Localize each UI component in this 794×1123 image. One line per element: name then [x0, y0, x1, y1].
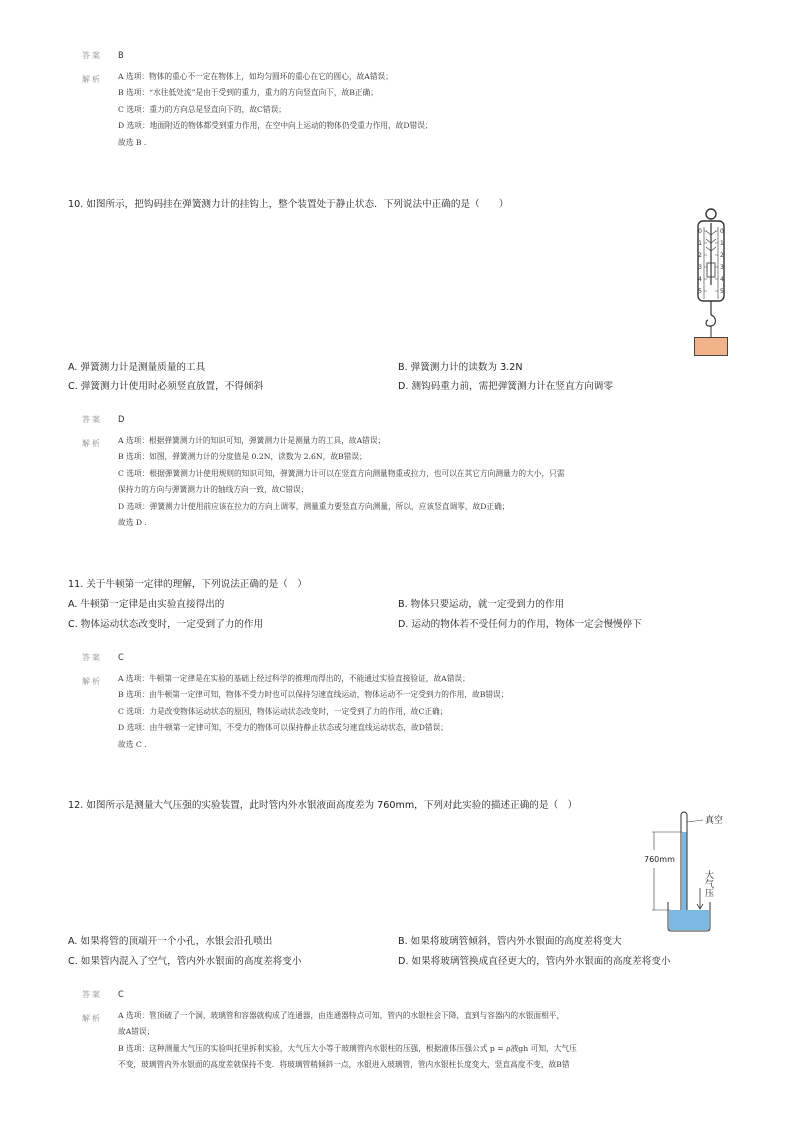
scale-left-tick: 4: [698, 276, 702, 283]
analysis-line: D 选项：弹簧测力计使用前应该在拉力的方向上调零，测量重力要竖直方向测量，所以，应该竖直调零，故D正确；: [118, 501, 510, 511]
analysis-line: A 选项：根据弹簧测力计的知识可知，弹簧测力计是测量力的工具，故A错误；: [118, 436, 386, 445]
analysis-line: 保持力的方向与弹簧测力计的轴线方向一致，故C错误；: [118, 485, 309, 495]
scale-right-tick: 1: [720, 240, 724, 247]
scale-right-tick: 4: [720, 276, 724, 283]
analysis-label: 解析: [82, 439, 102, 448]
q9-answer: B: [118, 50, 124, 60]
q11-answer: C: [118, 652, 124, 662]
scale-right-tick: 2: [720, 252, 724, 259]
analysis-line: B 选项：“水往低处流”是由于受到的重力，重力的方向竖直向下，故B正确；: [118, 88, 378, 98]
q11-analysis: [118, 671, 508, 753]
q12-option-b[interactable]: B. 如果将玻璃管倾斜，管内外水银面的高度差将变大: [398, 936, 622, 947]
analysis-line: A 选项：牛顿第一定律是在实验的基础上经过科学的推理而得出的，不能通过实验直接验证，故A错误；: [118, 674, 470, 683]
q12-option-a[interactable]: A. 如果将管的顶端开一个小孔，水银会沿孔喷出: [68, 936, 273, 947]
q11-title: 11. 关于牛顿第一定律的理解，下列说法正确的是（ ）: [68, 579, 307, 590]
analysis-line: B 选项：如图，弹簧测力计的分度值是 0.2N，读数为 2.6N，故B错误；: [118, 452, 367, 462]
q10-title: 10. 如图所示，把钩码挂在弹簧测力计的挂钩上，整个装置处于静止状态．下列说法中正确的是（ ）: [68, 199, 509, 210]
answer-label: 答案: [82, 990, 102, 999]
q12-analysis: [118, 1008, 577, 1074]
scale-right-tick: 3: [720, 264, 724, 271]
analysis-line: A 选项：管顶破了一个洞，玻璃管和容器就构成了连通器，由连通器特点可知，管内的水银柱会下降，直到与容器内的水银面相平，: [118, 1011, 565, 1020]
analysis-line: D 选项：由牛顿第一定律可知，不受力的物体可以保持静止状态或匀速直线运动状态，故D错误；: [118, 723, 448, 733]
analysis-line: 不变，玻璃管内外水银面的高度差就保持不变．将玻璃管稍倾斜一点，水银进入玻璃管，管内水银柱长度变大，竖直高度不变，故B错: [118, 1060, 570, 1070]
analysis-label: 解析: [82, 1014, 102, 1023]
q10-option-b[interactable]: B. 弹簧测力计的读数为 3.2N: [398, 362, 523, 373]
q10-option-a[interactable]: A. 弹簧测力计是测量质量的工具: [68, 362, 206, 373]
analysis-line: 故选 C .: [118, 739, 147, 749]
scale-left-tick: 5: [698, 288, 702, 295]
torricelli-figure: [640, 808, 732, 932]
scale-left-tick: 2: [698, 252, 702, 259]
scale-right-tick: 5: [720, 288, 724, 295]
q12-option-d[interactable]: D. 如果将玻璃管换成直径更大的，管内外水银面的高度差将变小: [398, 956, 671, 967]
analysis-label: 解析: [82, 677, 102, 686]
analysis-line: C 选项：根据弹簧测力计使用规则的知识可知，弹簧测力计可以在竖直方向测量物重或拉力，也可以在其它方向测量力的大小，只需: [118, 468, 565, 478]
analysis-line: C 选项：重力的方向总是竖直向下的，故C错误；: [118, 104, 286, 114]
scale-left-tick: 0: [698, 228, 702, 235]
analysis-line: 故选 B .: [118, 137, 147, 147]
q10-analysis: [118, 433, 565, 531]
answer-label: 答案: [82, 653, 102, 662]
q10-answer: D: [118, 414, 125, 424]
q10-option-d[interactable]: D. 测钩码重力前，需把弹簧测力计在竖直方向调零: [398, 381, 613, 392]
scale-right-tick: 0: [720, 228, 724, 235]
q11-option-a[interactable]: A. 牛顿第一定律是由实验直接得出的: [68, 599, 225, 610]
answer-label: 答案: [82, 51, 102, 60]
analysis-line: A 选项：物体的重心不一定在物体上，如均匀圆环的重心在它的圆心，故A错误；: [118, 72, 393, 81]
scale-left-tick: 1: [698, 240, 702, 247]
q9-analysis: [118, 69, 433, 151]
analysis-line: 故选 D .: [118, 517, 147, 527]
analysis-line: C 选项：力是改变物体运动状态的原因，物体运动状态改变时，一定受到了力的作用，故C正确；: [118, 706, 448, 716]
q11-option-c[interactable]: C. 物体运动状态改变时，一定受到了力的作用: [68, 619, 264, 630]
q11-option-d[interactable]: D. 运动的物体若不受任何力的作用，物体一定会慢慢停下: [398, 619, 642, 630]
height-label: 760mm: [644, 855, 675, 864]
analysis-line: D 选项：地面附近的物体都受到重力作用，在空中向上运动的物体仍受重力作用，故D错误；: [118, 121, 433, 131]
weight-block: [694, 337, 728, 356]
q12-option-c[interactable]: C. 如果管内混入了空气，管内外水银面的高度差将变小: [68, 956, 302, 967]
pressure-label: 大气压: [703, 870, 713, 897]
answer-label: 答案: [82, 415, 102, 424]
q11-option-b[interactable]: B. 物体只要运动，就一定受到力的作用: [398, 599, 565, 610]
q12-answer: C: [118, 989, 124, 999]
analysis-label: 解析: [82, 75, 102, 84]
q12-title: 12. 如图所示是测量大气压强的实验装置，此时管内外水银液面高度差为 760mm，下列对此实验的描述正确的是（ ）: [68, 800, 578, 811]
analysis-line: B 选项：这种测量大气压的实验叫托里拆利实验，大气压大小等于玻璃管内水银柱的压强，根据液体压强公式 p = ρ液gh 可知，大气压: [118, 1043, 577, 1053]
scale-left-tick: 3: [698, 264, 702, 271]
analysis-line: 故A错误；: [118, 1027, 155, 1037]
analysis-line: B 选项：由牛顿第一定律可知，物体不受力时也可以保持匀速直线运动，物体运动不一定受到力的作用，故B错误；: [118, 690, 509, 700]
q10-option-c[interactable]: C. 弹簧测力计使用时必须竖直放置，不得倾斜: [68, 381, 264, 392]
spring-scale-figure: [688, 205, 734, 357]
vacuum-label: 真空: [705, 816, 724, 826]
